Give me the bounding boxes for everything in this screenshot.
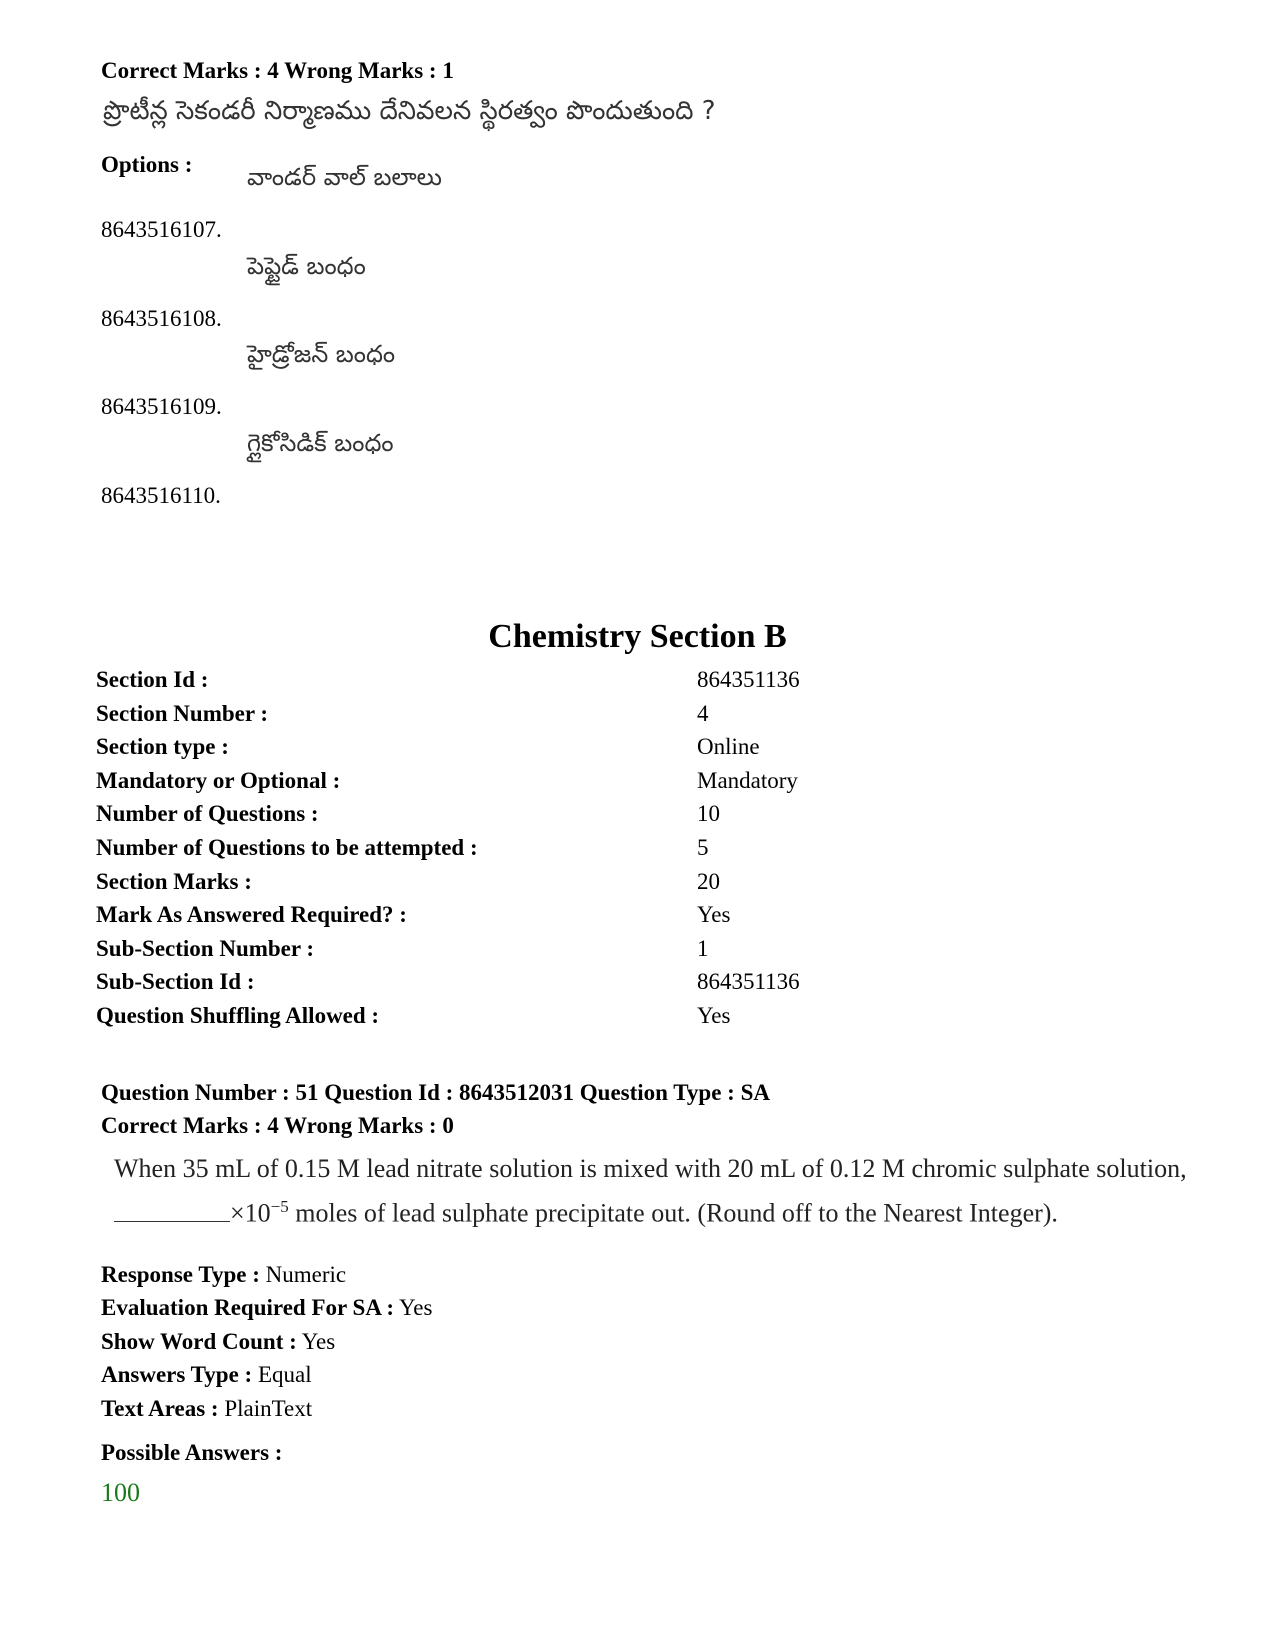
meta-key: Response Type :	[101, 1262, 260, 1287]
possible-answer: 100	[101, 1478, 140, 1507]
meta-value: Equal	[257, 1362, 312, 1387]
info-key: Number of Questions :	[96, 801, 319, 827]
info-value: 1	[697, 935, 709, 961]
info-value: 864351136	[697, 667, 800, 692]
option-id: 8643516109.	[101, 394, 222, 419]
info-key: Mandatory or Optional :	[96, 767, 341, 793]
prev-question-marks: Correct Marks : 4 Wrong Marks : 1	[101, 58, 454, 83]
meta-value: Yes	[399, 1295, 433, 1320]
info-row	[96, 869, 1196, 903]
meta-response-type	[101, 1262, 901, 1288]
option-id: 8643516107.	[101, 217, 222, 242]
question-exponent: −5	[270, 1197, 289, 1216]
option-text: పెప్టైడ్ బంధం	[247, 252, 366, 280]
info-key: Question Shuffling Allowed :	[96, 1002, 380, 1028]
meta-key: Evaluation Required For SA :	[101, 1295, 395, 1320]
info-row	[96, 969, 1196, 1003]
meta-possible-answers	[101, 1440, 901, 1466]
question-text-part2: moles of lead sulphate precipitate out. (Round off to the Nearest Integer).	[288, 1198, 1058, 1228]
info-row	[96, 667, 1196, 701]
info-row	[96, 902, 1196, 936]
info-row	[96, 1003, 1196, 1037]
meta-value: Numeric	[265, 1262, 347, 1287]
option-id: 8643516108.	[101, 306, 222, 331]
meta-value: PlainText	[224, 1396, 313, 1421]
option-4	[101, 429, 801, 509]
info-value: Mandatory	[697, 767, 798, 793]
meta-evaluation-required	[101, 1295, 901, 1321]
info-value: 864351136	[697, 969, 800, 995]
option-text: వాండర్ వాల్ బలాలు	[247, 163, 442, 191]
info-row	[96, 801, 1196, 835]
info-value: Yes	[697, 1002, 731, 1028]
question-text-part1: When 35 mL of 0.15 M lead nitrate solution is mixed with 20 mL of 0.12 M chromic sulphate solution,	[114, 1154, 1187, 1183]
info-value: Online	[697, 734, 760, 760]
info-key: Section Number :	[96, 700, 269, 726]
info-row	[96, 936, 1196, 970]
question-times: ×10	[230, 1198, 271, 1228]
info-row	[96, 835, 1196, 869]
info-value: 10	[697, 801, 720, 827]
info-row	[96, 768, 1196, 802]
meta-text-areas	[101, 1396, 901, 1422]
section-info-table	[96, 667, 1196, 1037]
question-body	[114, 1150, 1194, 1233]
meta-key: Possible Answers :	[101, 1440, 283, 1465]
info-key: Number of Questions to be attempted :	[96, 834, 478, 860]
info-key: Section type :	[96, 734, 229, 760]
meta-answers-type	[101, 1362, 901, 1388]
info-row	[96, 701, 1196, 735]
option-3	[101, 340, 801, 420]
option-text: గ్లైకోసిడిక్ బంధం	[247, 429, 394, 457]
meta-show-word-count	[101, 1329, 901, 1355]
answer-blank	[114, 1201, 230, 1222]
info-row	[96, 734, 1196, 768]
question-header: Question Number : 51 Question Id : 8643512031 Question Type : SA	[101, 1080, 770, 1105]
section-title: Chemistry Section B	[488, 618, 787, 655]
meta-value: Yes	[301, 1329, 336, 1354]
meta-key: Show Word Count :	[101, 1329, 297, 1354]
option-2	[101, 252, 801, 332]
options-label: Options :	[101, 152, 193, 177]
info-value: 5	[697, 834, 709, 860]
info-key: Sub-Section Number :	[96, 935, 315, 961]
option-id: 8643516110.	[101, 483, 221, 508]
info-value: 20	[697, 868, 720, 894]
option-1	[101, 163, 801, 243]
info-value: 4	[697, 700, 709, 726]
meta-key: Text Areas :	[101, 1396, 219, 1421]
info-key: Sub-Section Id :	[96, 969, 255, 995]
info-key: Section Marks :	[96, 868, 252, 894]
info-key: Mark As Answered Required? :	[96, 902, 407, 928]
info-value: Yes	[697, 902, 731, 928]
info-key: Section Id :	[96, 667, 209, 692]
question-marks: Correct Marks : 4 Wrong Marks : 0	[101, 1113, 454, 1138]
option-text: హైడ్రోజన్ బంధం	[247, 340, 396, 368]
meta-key: Answers Type :	[101, 1362, 253, 1387]
prev-question-text: ప్రొటీన్ల సెకండరీ నిర్మాణము దేనివలన స్థిరత్వం పొందుతుంది ?	[103, 96, 716, 126]
